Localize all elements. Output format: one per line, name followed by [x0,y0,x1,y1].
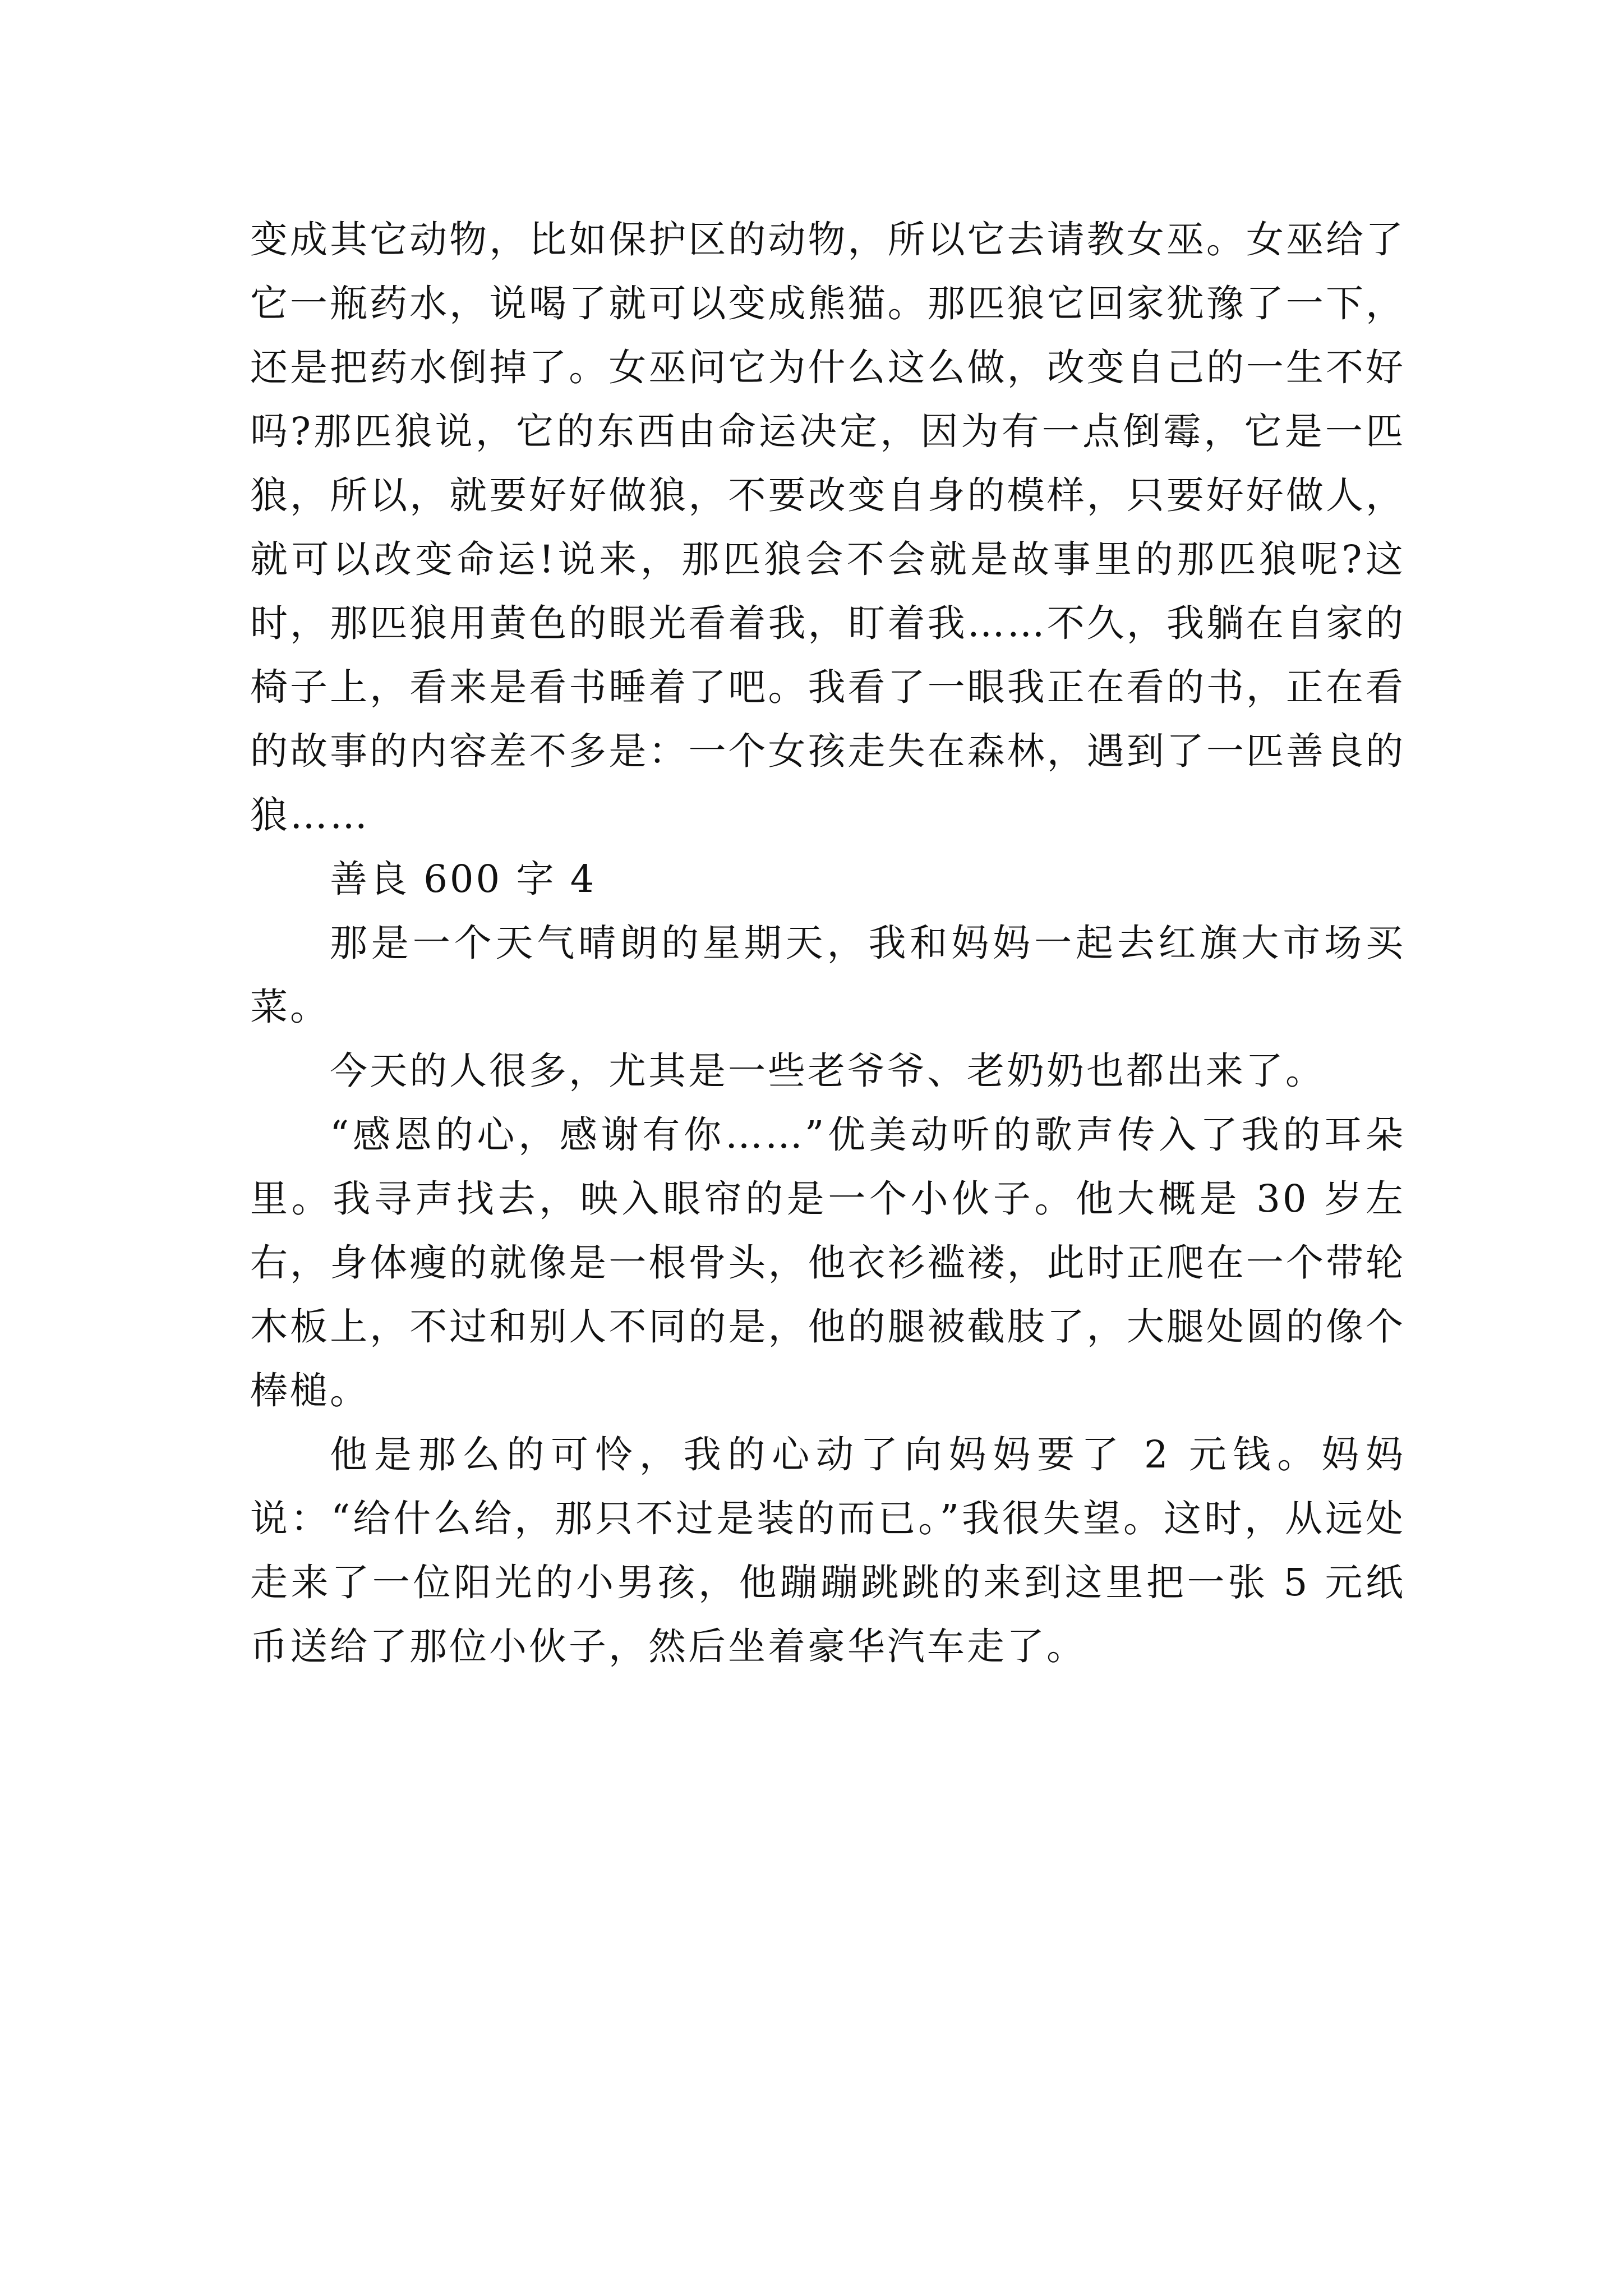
paragraph-sunday-market: 那是一个天气晴朗的星期天，我和妈妈一起去红旗大市场买菜。 [250,921,1405,1029]
section-heading: 善良 600 字 4 [330,857,597,901]
paragraph-donation: 他是那么的可怜，我的心动了向妈妈要了 2 元钱。妈妈说：“给什么给，那只不过是装的而已。”我很失望。这时，从远处走来了一位阳光的小男孩，他蹦蹦跳跳的来到这里把一张 5 元纸币送给了那位小伙子，然后坐着豪华汽车走了。 [250,1433,1405,1668]
paragraph-singer: “感恩的心，感谢有你……”优美动听的歌声传入了我的耳朵里。我寻声找去，映入眼帘的是一个小伙子。他大概是 30 岁左右，身体瘦的就像是一根骨头，他衣衫褴褛，此时正爬在一个带轮木板上，不过和别人不同的是，他的腿被截肢了，大腿处圆的像个棒槌。 [250,1113,1405,1412]
document-body [250,208,1405,1678]
paragraph-crowd: 今天的人很多，尤其是一些老爷爷、老奶奶也都出来了。 [330,1049,1325,1093]
paragraph-story-continuation: 变成其它动物，比如保护区的动物，所以它去请教女巫。女巫给了它一瓶药水，说喝了就可以变成熊猫。那匹狼它回家犹豫了一下，还是把药水倒掉了。女巫问它为什么这么做，改变自己的一生不好吗?那匹狼说，它的东西由命运决定，因为有一点倒霉，它是一匹狼，所以，就要好好做狼，不要改变自身的模样，只要好好做人，就可以改变命运!说来，那匹狼会不会就是故事里的那匹狼呢?这时，那匹狼用黄色的眼光看着我，盯着我……不久，我躺在自家的椅子上，看来是看书睡着了吧。我看了一眼我正在看的书，正在看的故事的内容差不多是：一个女孩走失在森林，遇到了一匹善良的狼…… [250,218,1405,837]
